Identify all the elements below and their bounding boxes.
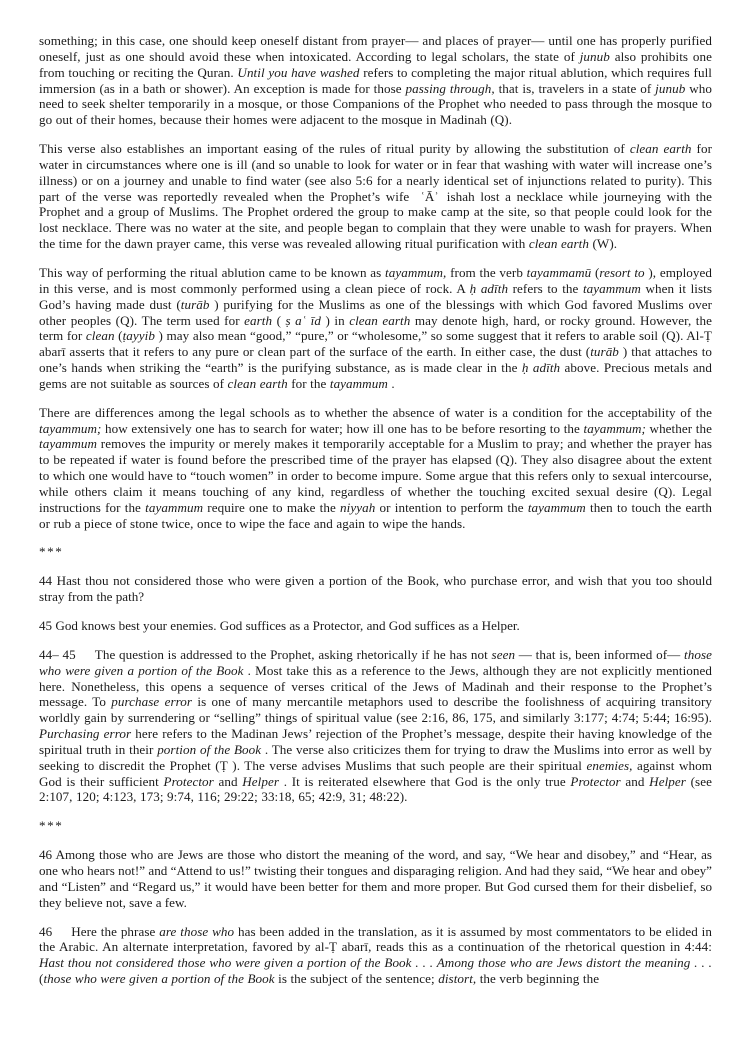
section-separator-1: *** xyxy=(39,544,64,560)
commentary-46: 46 Here the phrase are those who has been added in the translation, as it is assumed by most commentators to be elided in the Arabic. An alternate interpretation, favored by al-Ṭ abarī, reads this as a continuation of the rhetorical question in 4:44: Hast thou not considered those who were given a portion of the Book . . . Among those who are Jews distort the meaning . . . (those who were given a portion of the Book is the subject of the sentence; distort, the verb beginning the xyxy=(39,923,712,987)
section-separator-2: *** xyxy=(39,818,64,834)
commentary-paragraph-clean-earth: This verse also establishes an important easing of the rules of ritual purity by allowing the substitution of clean earth for water in circumstances where one is ill (and so unable to look for water or in fear that washing with water will increase one’s illness) or on a journey and unable to find water (see also 5:6 for a nearly identical set of injunctions related to purity). This part of the verse was reportedly revealed when the Prophet’s wife ʿĀʾ ishah lost a necklace while journeying with the Prophet and a group of Muslims. The Prophet ordered the group to make camp at the site, so that people could look for the lost necklace. There was no water at the site, and people began to complain that they were unable to wash for prayers. When the time for the dawn prayer came, this verse was revealed allowing ritual purification with clean earth (W). xyxy=(39,141,713,252)
verse-45: 45 God knows best your enemies. God suffices as a Protector, and God suffices as a Helper. xyxy=(39,618,520,633)
text-column xyxy=(39,33,712,987)
commentary-paragraph-junub: something; in this case, one should keep oneself distant from prayer— and places of prayer— until one has properly purified oneself, just as one should avoid these when intoxicated. According to legal scholars, the state of junub also prohibits one from touching or reciting the Quran. Until you have washed refers to completing the major ritual ablution, which requires full immersion (as in a bath or shower). An exception is made for those passing through, that is, travelers in a state of junub who need to seek shelter temporarily in a mosque, or those Companions of the Prophet who needed to pass through the mosque to go out of their homes, because their homes were adjacent to the mosque in Madinah (Q). xyxy=(39,33,712,128)
commentary-44-45: 44– 45 The question is addressed to the Prophet, asking rhetorically if he has not seen — that is, been informed of— those who were given a portion of the Book . Most take this as a reference to the Jews, although they are not explicitly mentioned here. Nonetheless, this opens a sequence of verses critical of the Jews of Madinah and their response to the Prophet’s message. To purchase error is one of many mercantile metaphors used to describe the foolishness of acquiring transitory worldly gain by surrendering or “selling” things of spiritual value (see 2:16, 86, 175, and similarly 3:177; 4:74; 5:44; 16:95). Purchasing error here refers to the Madinan Jews’ rejection of the Prophet’s message, despite their having knowledge of the spiritual truth in their portion of the Book . The verse also criticizes them for trying to draw the Muslims into error as well by seeking to discredit the Prophet (Ṭ ). The verse advises Muslims that such people are their spiritual enemies, against whom God is their sufficient Protector and Helper . It is reiterated elsewhere that God is the only true Protector and Helper (see 2:107, 120; 4:123, 173; 9:74, 116; 29:22; 33:18, 65; 42:9, 31; 48:22). xyxy=(39,646,712,805)
verse-46: 46 Among those who are Jews are those who distort the meaning of the word, and say, “We hear and disobey,” and “Hear, as one who hears not!” and “Attend to us!” twisting their tongues and disparaging religion. And had they said, “We hear and obey” and “Listen” and “Regard us,” it would have been better for them and more proper. But God cursed them for their disbelief, so they believe not, save a few. xyxy=(39,847,712,910)
verse-44: 44 Hast thou not considered those who were given a portion of the Book, who purchase error, and wish that you too should stray from the path? xyxy=(39,573,712,605)
commentary-paragraph-legal-schools: There are differences among the legal schools as to whether the absence of water is a condition for the acceptability of the tayammum; how extensively one has to search for water; how ill one has to be before resorting to the tayammum; whether the tayammum removes the impurity or merely makes it temporarily acceptable for a Muslim to pray; and whether the prayer has to be repeated if water is found before the prescribed time of the prayer has elapsed (Q). They also disagree about the extent to which one would have to “touch women” in order to become impure. Some argue that this refers only to sexual intercourse, while others claim it means touching of any kind, regardless of whether the touching excited sexual desire (Q). Legal instructions for the tayammum require one to make the niyyah or intention to perform the tayammum then to touch the earth or rub a piece of stone twice, once to wipe the face and again to wipe the hands. xyxy=(39,404,712,531)
commentary-paragraph-tayammum-etymology: This way of performing the ritual ablution came to be known as tayammum, from the verb tayammamū (resort to ), employed in this verse, and is most commonly performed using a clean piece of rock. A ḥ adīth refers to the tayammum when it lists God’s having made dust (turāb ) purifying for the Muslims as one of the blessings with which God favored Muslims over other peoples (Q). The term used for earth ( ṣ aʿ īd ) in clean earth may denote high, hard, or rocky ground. However, the term for clean (ṭayyib ) may also mean “good,” “pure,” or “wholesome,” so some suggest that it refers to arable soil (Q). Al-Ṭ abarī asserts that it refers to any pure or clean part of the surface of the earth. In either case, the dust (turāb ) that attaches to one’s hands when striking the “earth” is the purifying substance, as is made clear in the ḥ adīth above. Precious metals and gems are not suitable as sources of clean earth for the tayammum . xyxy=(39,264,713,391)
